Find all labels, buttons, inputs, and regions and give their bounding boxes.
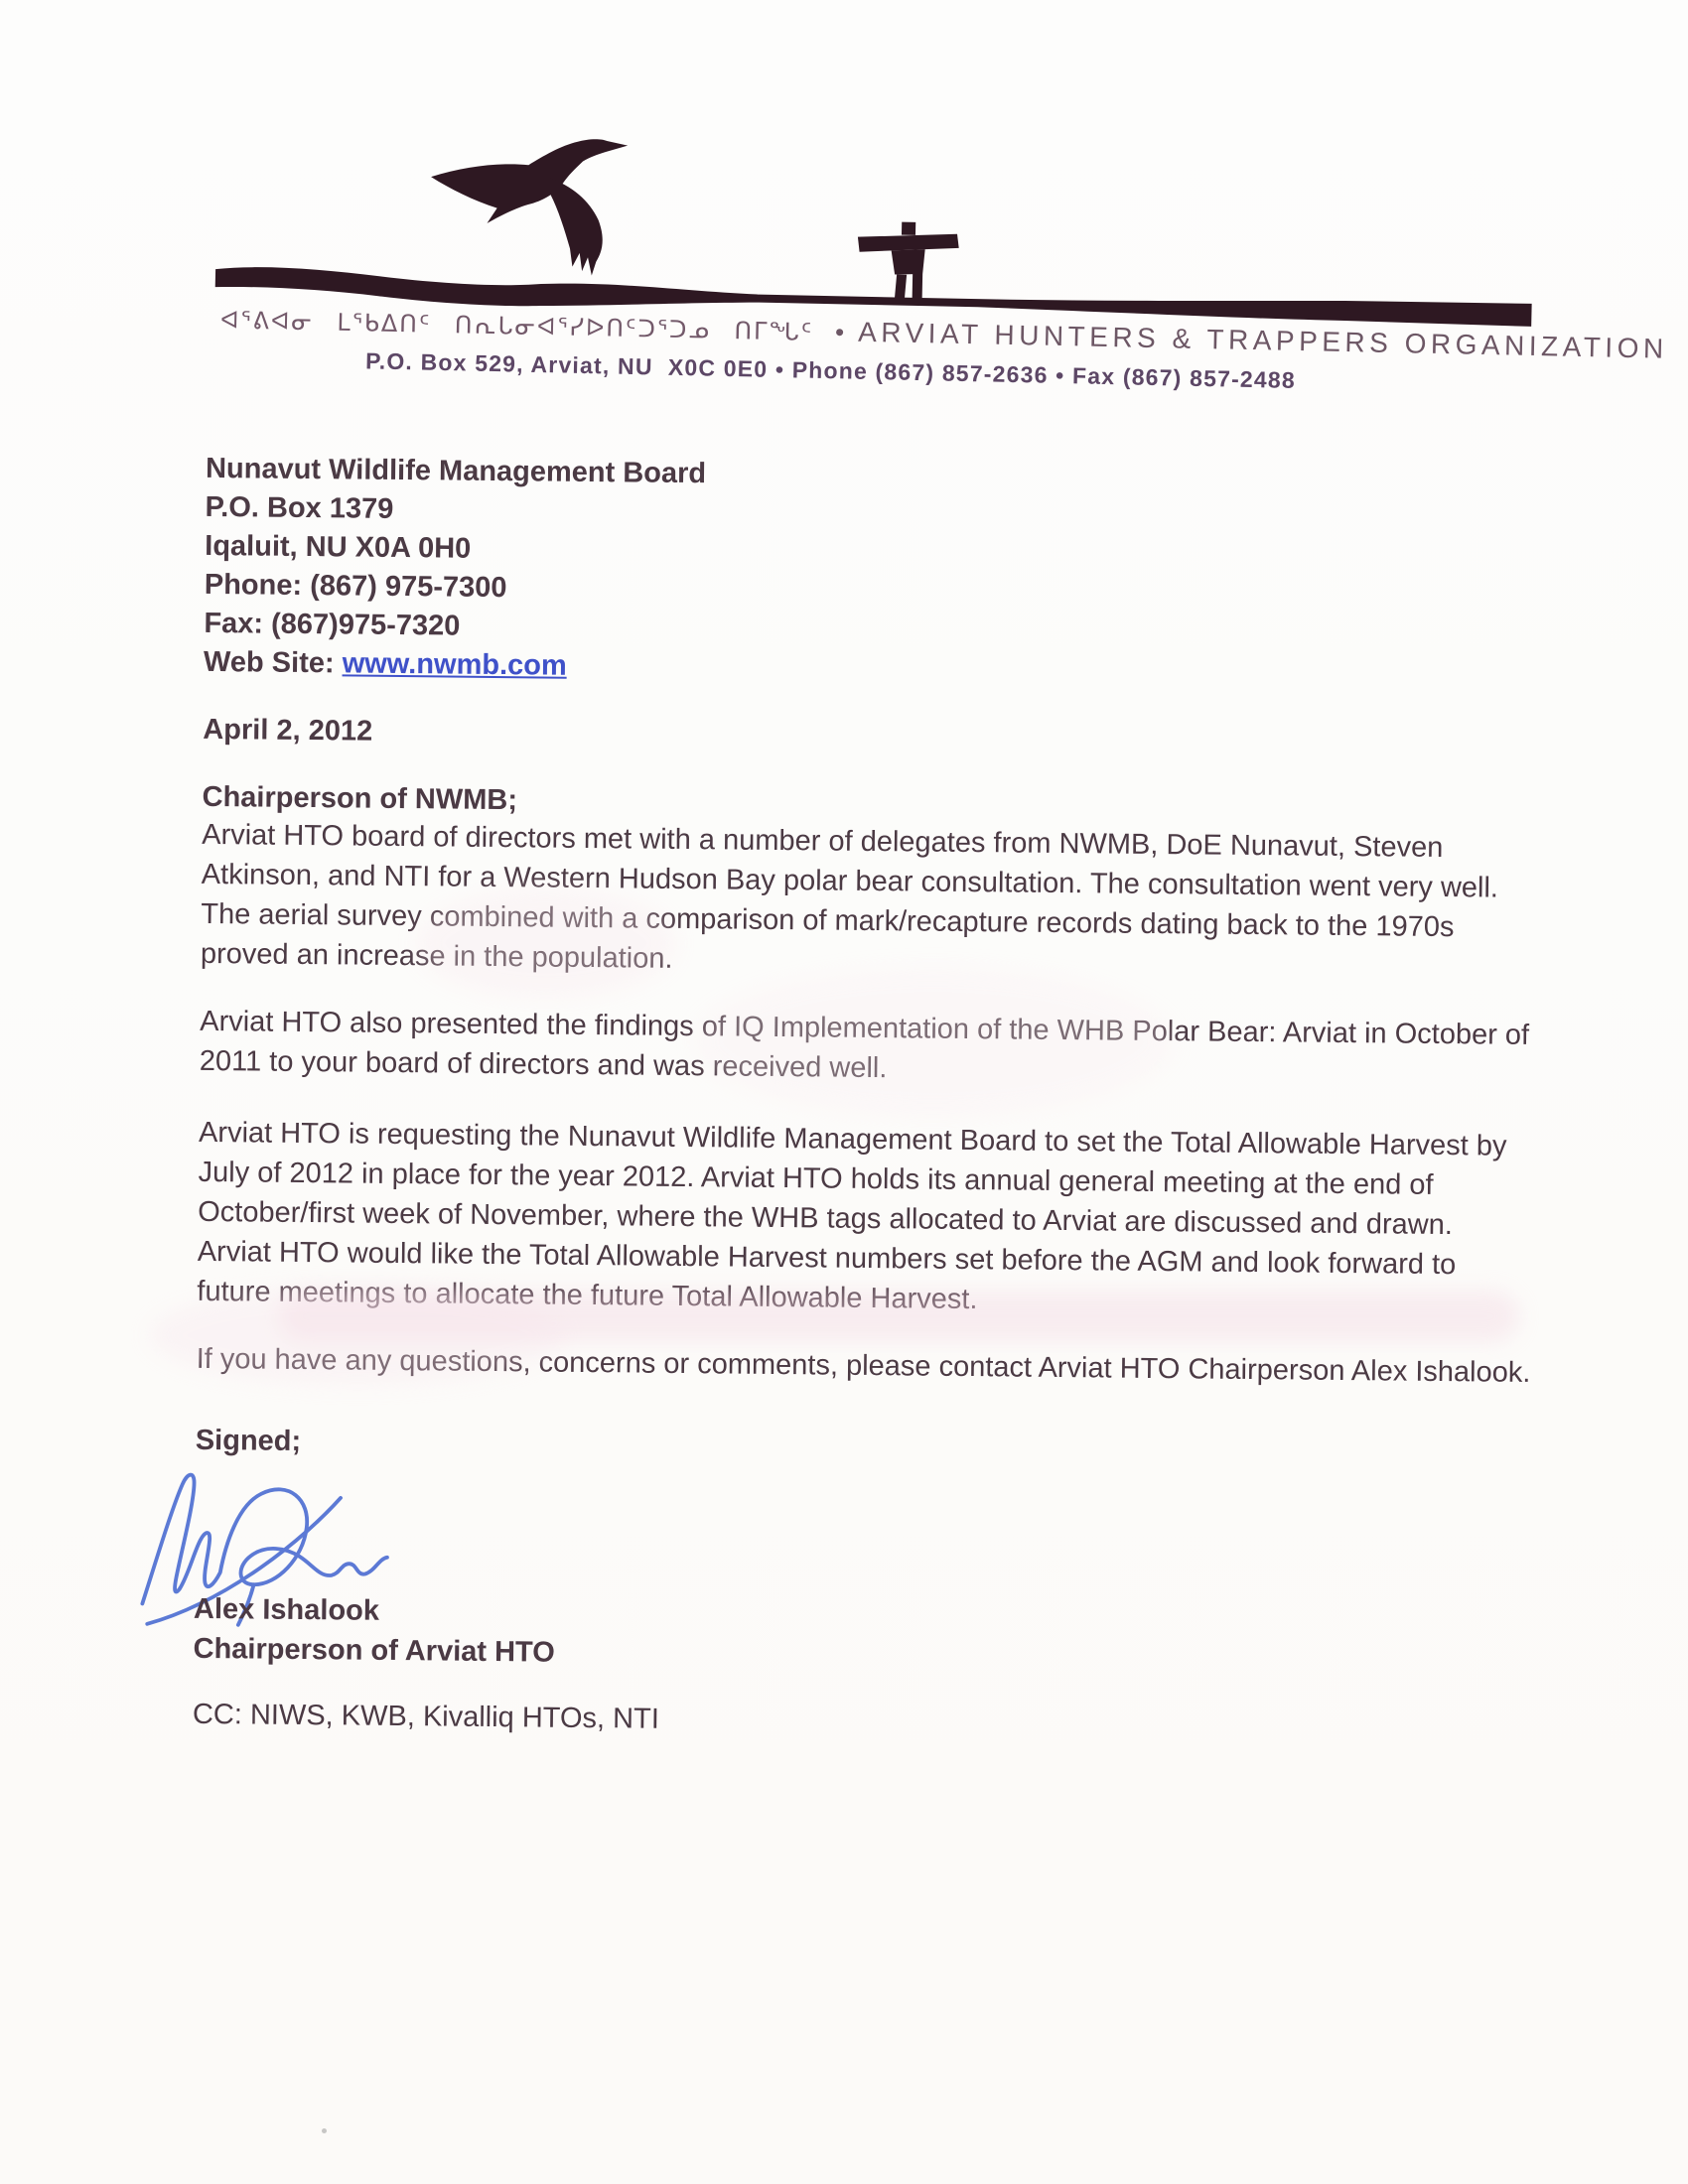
signer-title: Chairperson of Arviat HTO xyxy=(193,1632,555,1669)
letterhead xyxy=(201,72,1668,438)
recipient-city: Iqaluit, NU X0A 0H0 xyxy=(205,529,472,565)
goose-icon xyxy=(429,136,628,276)
website-label: Web Site: xyxy=(203,645,343,680)
inukshuk-icon xyxy=(857,221,960,305)
paragraph-4: If you have any questions, concerns or comments, please contact Arviat HTO Chairperson Alex Ishalook. xyxy=(196,1342,1531,1389)
recipient-name: Nunavut Wildlife Management Board xyxy=(205,452,707,490)
signer-name: Alex Ishalook xyxy=(193,1592,380,1627)
closing-word: Signed; xyxy=(195,1424,302,1457)
letter-date: April 2, 2012 xyxy=(203,713,373,748)
paragraph-1: Arviat HTO board of directors met with a number of delegates from NWMB, DoE Nunavut, Steven Atkinson, and NTI for a Western Hudson Bay polar bear consultation. The consultation went very well. The aerial survey combined with a comparison of mark/recapture records dating back to the 1970s proved an increase in the population. xyxy=(200,818,1499,975)
salutation: Chairperson of NWMB; xyxy=(202,780,518,817)
letterhead-syllabics: ᐊᕐᕕᐊᓂ ᒪᕐᑲᐃᑎᑦ ᑎᕆᒐᓂᐊᕐᓯᐅᑎᑦᑐᕐᑐᓄ ᑎᒥᖓᑦ xyxy=(219,306,814,346)
recipient-po-box: P.O. Box 1379 xyxy=(205,490,394,525)
recipient-block xyxy=(204,450,706,687)
bullet-separator: • xyxy=(834,317,845,347)
cc-line: CC: NIWS, KWB, Kivalliq HTOs, NTI xyxy=(192,1698,660,1735)
org-name: ARVIAT HUNTERS & TRAPPERS ORGANIZATION xyxy=(857,316,1668,364)
signer-block xyxy=(193,1589,555,1673)
website-link[interactable]: www.nwmb.com xyxy=(342,647,567,682)
scan-speck xyxy=(322,2128,327,2133)
paragraph-2: Arviat HTO also presented the findings of IQ Implementation of the WHB Polar Bear: Arviat in October of 2011 to your board of directors and was received well. xyxy=(199,1005,1530,1085)
paragraph-3: Arviat HTO is requesting the Nunavut Wildlife Management Board to set the Total Allowable Harvest by July of 2012 in place for the year 2012. Arviat HTO holds its annual general meeting at the end of October/first week of November, where the WHB tags allocated to Arviat are discussed and drawn. Arviat HTO would like the Total Allowable Harvest numbers set before the AGM and look forward to future meetings to allocate the future Total Allowable Harvest. xyxy=(197,1116,1507,1316)
letterhead-address: P.O. Box 529, Arviat, NU X0C 0E0 • Phone (867) 857-2636 • Fax (867) 857-2488 xyxy=(364,347,1297,393)
recipient-fax: Fax: (867)975-7320 xyxy=(204,607,461,642)
recipient-website-line xyxy=(204,643,704,687)
recipient-phone: Phone: (867) 975-7300 xyxy=(204,568,507,605)
